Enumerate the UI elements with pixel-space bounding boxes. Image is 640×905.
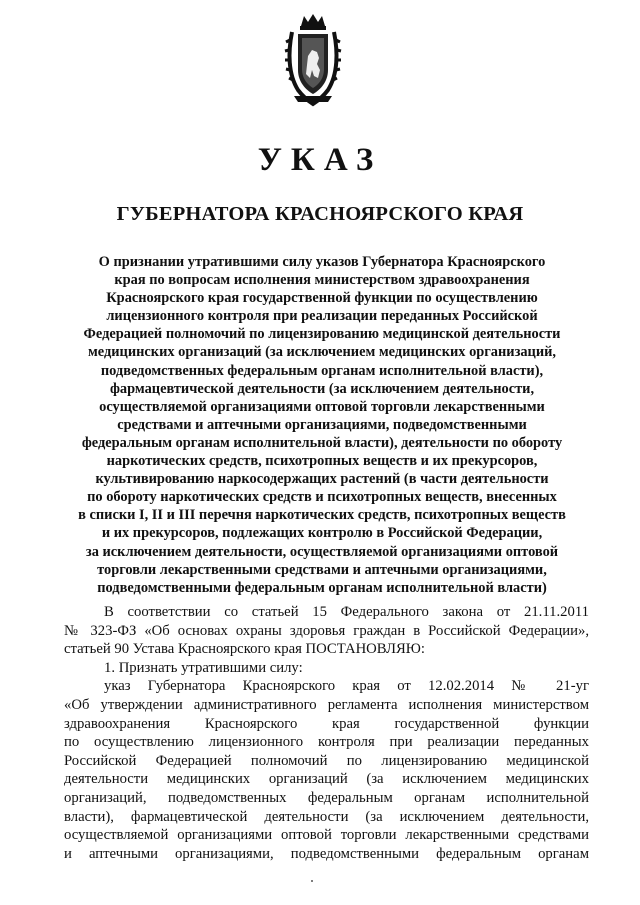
body-line: власти), фармацевтической деятельности (за исключением деятельности,: [64, 808, 589, 825]
body-line: здравоохранения Красноярского края государственной функции: [64, 715, 589, 732]
heading-line: в списки I, II и III перечня наркотических средств, психотропных веществ: [78, 507, 566, 524]
heading-line: федеральным органам исполнительной власти), деятельности по обороту: [81, 434, 563, 451]
body-line: «Об утверждении административного регламента исполнения министерством: [64, 696, 589, 713]
heading-line: фармацевтической деятельности (за исключением деятельности,: [109, 380, 535, 397]
heading-line: за исключением деятельности, осуществляемой организациями оптовой: [85, 543, 559, 560]
heading-line: по обороту наркотических средств и психотропных веществ, внесенных: [87, 489, 557, 506]
document-subtitle: ГУБЕРНАТОРА КРАСНОЯРСКОГО КРАЯ: [116, 203, 524, 225]
heading-line: наркотических средств, психотропных веществ и их прекурсоров,: [106, 453, 538, 470]
scan-speck: [311, 880, 313, 882]
heading-line: Федерацией полномочий по лицензированию медицинской деятельности: [83, 326, 561, 343]
heading-line: подведомственными федеральным органам исполнительной власти): [97, 579, 547, 596]
body-line: по осуществлению лицензионного контроля при реализации переданных: [64, 734, 589, 751]
body-line: статьей 90 Устава Красноярского края ПОСТАНОВЛЯЮ:: [64, 641, 425, 658]
heading-line: О признании утратившими силу указов Губернатора Красноярского: [98, 254, 546, 270]
body-line: организаций, подведомственных федеральным органам исполнительной: [64, 789, 589, 806]
coat-of-arms-icon: [284, 12, 342, 108]
body-line: Российской Федерацией полномочий по лицензированию медицинской: [64, 752, 589, 769]
body-line: и аптечными организациями, подведомственными федеральным органам: [64, 845, 589, 862]
decree-heading: [56, 253, 588, 597]
heading-line: торговли лекарственными средствами и аптечными организациями,: [97, 561, 547, 578]
heading-line: края по вопросам исполнения министерством здравоохранения: [114, 272, 530, 289]
heading-line: культивированию наркосодержащих растений (в части деятельности: [95, 471, 549, 488]
body-line: указ Губернатора Красноярского края от 12.02.2014 № 21-уг: [104, 678, 589, 695]
body-line: № 323-ФЗ «Об основах охраны здоровья граждан в Российской Федерации»,: [64, 622, 589, 639]
heading-line: медицинских организаций (за исключением медицинских организаций,: [87, 344, 557, 361]
heading-line: Красноярского края государственной функции по осуществлению: [106, 290, 538, 307]
decree-body: [64, 603, 589, 863]
body-line: 1. Признать утратившими силу:: [104, 659, 303, 676]
heading-line: и их прекурсоров, подлежащих контролю в Российской Федерации,: [101, 525, 543, 542]
body-line: деятельности медицинских организаций (за исключением медицинских: [64, 771, 589, 788]
document-title: УКАЗ: [257, 142, 383, 178]
heading-line: осуществляемой организациями оптовой торговли лекарственными: [99, 398, 545, 415]
body-line: В соответствии со статьей 15 Федерального закона от 21.11.2011: [104, 604, 589, 620]
heading-line: подведомственных федеральным органам исполнительной власти),: [100, 362, 544, 379]
heading-line: средствами и аптечными организациями, подведомственными: [117, 416, 527, 433]
heading-line: лицензионного контроля при реализации переданных Российской: [106, 308, 538, 325]
body-line: осуществляемой организациями оптовой торговли лекарственными средствами: [64, 827, 589, 844]
